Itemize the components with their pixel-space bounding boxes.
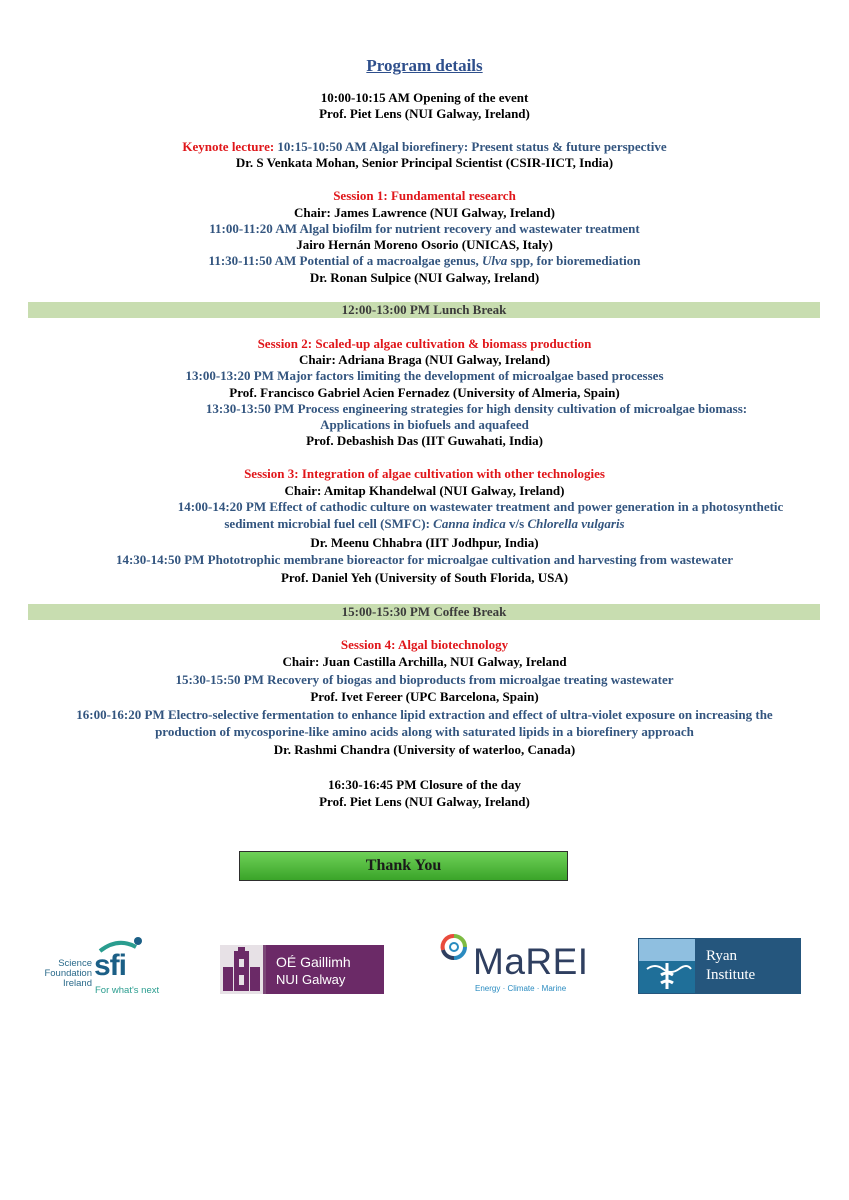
session4-talk2-line2: production of mycosporine-like amino acids along with saturated lipids in a biorefinery approach (155, 724, 694, 739)
session1-talk2: 11:30-11:50 AM Potential of a macroalgae genus, Ulva spp, for bioremediation (208, 253, 641, 268)
session2-speaker2: Prof. Debashish Das (IIT Guwahati, India) (306, 433, 543, 448)
session4-title: Session 4: Algal biotechnology (340, 637, 509, 652)
session2-talk2-line1: 13:30-13:50 PM Process engineering strategies for high density cultivation of microalgae biomass: (205, 401, 748, 416)
opening-speaker: Prof. Piet Lens (NUI Galway, Ireland) (319, 106, 530, 121)
coffee-break-bar: 15:00-15:30 PM Coffee Break (28, 604, 820, 620)
nui-galway-logo: OÉ Gaillimh NUI Galway (220, 945, 384, 994)
session2-chair: Chair: Adriana Braga (NUI Galway, Ireland) (298, 352, 551, 367)
closure-title: 16:30-16:45 PM Closure of the day (328, 777, 521, 792)
session4-speaker2: Dr. Rashmi Chandra (University of waterloo, Canada) (273, 742, 576, 757)
session1-chair: Chair: James Lawrence (NUI Galway, Ireland) (294, 205, 555, 220)
session3-talk2: 14:30-14:50 PM Phototrophic membrane bioreactor for microalgae cultivation and harvesting from wastewater (115, 552, 734, 567)
session4-speaker1: Prof. Ivet Fereer (UPC Barcelona, Spain) (310, 689, 539, 704)
session1-title: Session 1: Fundamental research (333, 188, 516, 203)
keynote-label: Keynote lecture: (182, 139, 275, 154)
session3-chair: Chair: Amitap Khandelwal (NUI Galway, Ireland) (284, 483, 565, 498)
session2-title: Session 2: Scaled-up algae cultivation & biomass production (257, 336, 592, 351)
sfi-logo: Science Foundation Ireland sfi For what's next (40, 935, 175, 997)
session1-speaker2: Dr. Ronan Sulpice (NUI Galway, Ireland) (309, 270, 540, 285)
session1-speaker1: Jairo Hernán Moreno Osorio (UNICAS, Italy) (296, 237, 553, 252)
session2-talk2-line2: Applications in biofuels and aquafeed (320, 417, 529, 432)
session2-speaker1: Prof. Francisco Gabriel Acien Fernadez (University of Almeria, Spain) (229, 385, 620, 400)
thank-you-banner: Thank You (239, 851, 568, 881)
session3-speaker1: Dr. Meenu Chhabra (IIT Jodhpur, India) (310, 535, 539, 550)
opening-title: 10:00-10:15 AM Opening of the event (320, 90, 529, 105)
marei-rings-icon (437, 930, 471, 964)
closure-speaker: Prof. Piet Lens (NUI Galway, Ireland) (319, 794, 530, 809)
keynote-speaker: Dr. S Venkata Mohan, Senior Principal Scientist (CSIR-IICT, India) (235, 155, 614, 170)
session2-talk1: 13:00-13:20 PM Major factors limiting the development of microalgae based processes (185, 368, 664, 383)
university-building-icon (220, 945, 266, 994)
ryan-emblem-icon (638, 938, 696, 994)
session3-talk1-line1: 14:00-14:20 PM Effect of cathodic culture on wastewater treatment and power generation in a photosynthetic (177, 499, 784, 514)
ryan-institute-logo: Ryan Institute (638, 938, 801, 994)
keynote-title: 10:15-10:50 AM Algal biorefinery: Present status & future perspective (274, 139, 667, 154)
session1-talk1: 11:00-11:20 AM Algal biofilm for nutrient recovery and wastewater treatment (209, 221, 640, 236)
marei-logo: MaREI Energy · Climate · Marine (437, 928, 582, 998)
lunch-break-bar: 12:00-13:00 PM Lunch Break (28, 302, 820, 318)
page-title: Program details (366, 56, 483, 75)
keynote-line (0, 139, 849, 155)
session3-talk1-line2: sediment microbial fuel cell (SMFC): Canna indica v/s Chlorella vulgaris (224, 516, 625, 531)
session3-speaker2: Prof. Daniel Yeh (University of South Florida, USA) (280, 570, 569, 585)
session3-title: Session 3: Integration of algae cultivation with other technologies (244, 466, 605, 481)
session4-chair: Chair: Juan Castilla Archilla, NUI Galway, Ireland (282, 654, 567, 669)
session4-talk1: 15:30-15:50 PM Recovery of biogas and bioproducts from microalgae treating wastewater (175, 672, 674, 687)
session4-talk2-line1: 16:00-16:20 PM Electro-selective fermentation to enhance lipid extraction and effect of ultra-violet exposure on increasing the (76, 707, 773, 722)
